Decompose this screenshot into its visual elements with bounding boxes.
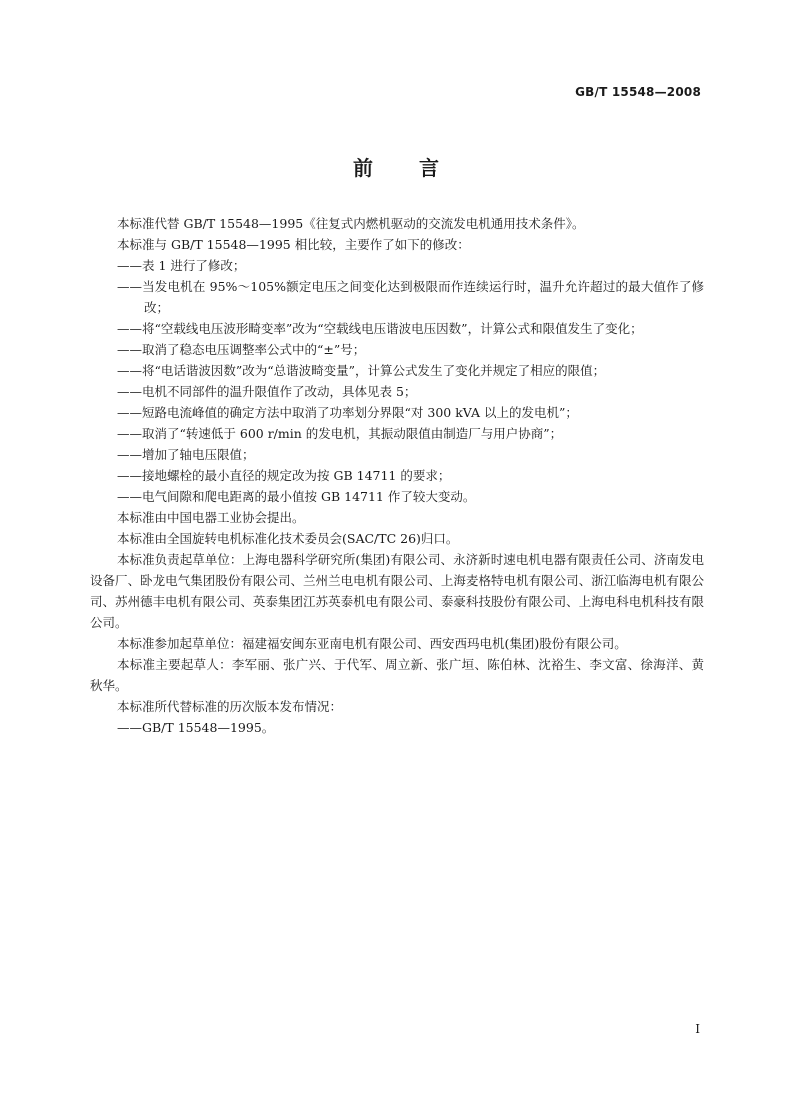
paragraph-drafting-units: 本标准负责起草单位：上海电器科学研究所(集团)有限公司、永济新时速电机电器有限责任公司、济南发电设备厂、卧龙电气集团股份有限公司、兰州兰电电机有限公司、上海麦格特电机有限公司、浙江临海电机有限公司、苏州德丰电机有限公司、英泰集团江苏英泰机电有限公司、泰豪科技股份有限公司、上海电科电机科技有限公司。: [90, 552, 704, 630]
change-item: ——将“空载线电压波形畸变率”改为“空载线电压谐波电压因数”，计算公式和限值发生了变化；: [117, 321, 643, 336]
change-item: ——取消了稳态电压调整率公式中的“±”号；: [117, 342, 366, 357]
change-item: ——表 1 进行了修改；: [117, 258, 246, 273]
change-item: ——电气间隙和爬电距离的最小值按 GB 14711 作了较大变动。: [117, 489, 476, 504]
change-item: ——取消了“转速低于 600 r/min 的发电机，其振动限值由制造厂与用户协商”；: [117, 426, 563, 441]
history-item: ——GB/T 15548—1995。: [117, 720, 275, 735]
change-item: ——增加了轴电压限值；: [117, 447, 255, 462]
change-item: ——电机不同部件的温升限值作了改动，具体见表 5；: [117, 384, 417, 399]
paragraph-committee: 本标准由全国旋转电机标准化技术委员会(SAC/TC 26)归口。: [117, 531, 459, 546]
paragraph-changes-intro: 本标准与 GB/T 15548—1995 相比较，主要作了如下的修改：: [117, 237, 470, 252]
page-title: 前言: [353, 156, 485, 180]
change-item: ——接地螺栓的最小直径的规定改为按 GB 14711 的要求；: [117, 468, 451, 483]
change-item: ——短路电流峰值的确定方法中取消了功率划分界限“对 300 kVA 以上的发电机”；: [117, 405, 578, 420]
document-body: [90, 213, 704, 738]
standard-number: GB/T 15548—2008: [575, 85, 701, 99]
paragraph-replaces: 本标准代替 GB/T 15548—1995《往复式内燃机驱动的交流发电机通用技术条件》。: [117, 216, 585, 231]
paragraph-participating-units: 本标准参加起草单位：福建福安闽东亚南电机有限公司、西安西玛电机(集团)股份有限公司。: [117, 636, 627, 651]
paragraph-drafters: 本标准主要起草人：李军丽、张广兴、于代军、周立新、张广垣、陈伯林、沈裕生、李文富、徐海洋、黄秋华。: [90, 657, 704, 693]
page-number: I: [695, 1022, 700, 1036]
paragraph-history-intro: 本标准所代替标准的历次版本发布情况：: [117, 699, 343, 714]
change-item: ——将“电话谐波因数”改为“总谐波畸变量”，计算公式发生了变化并规定了相应的限值；: [117, 363, 606, 378]
paragraph-proposer: 本标准由中国电器工业协会提出。: [117, 510, 305, 525]
change-item: ——当发电机在 95%～105%额定电压之间变化达到极限而作连续运行时，温升允许超过的最大值作了修改；: [117, 279, 704, 315]
